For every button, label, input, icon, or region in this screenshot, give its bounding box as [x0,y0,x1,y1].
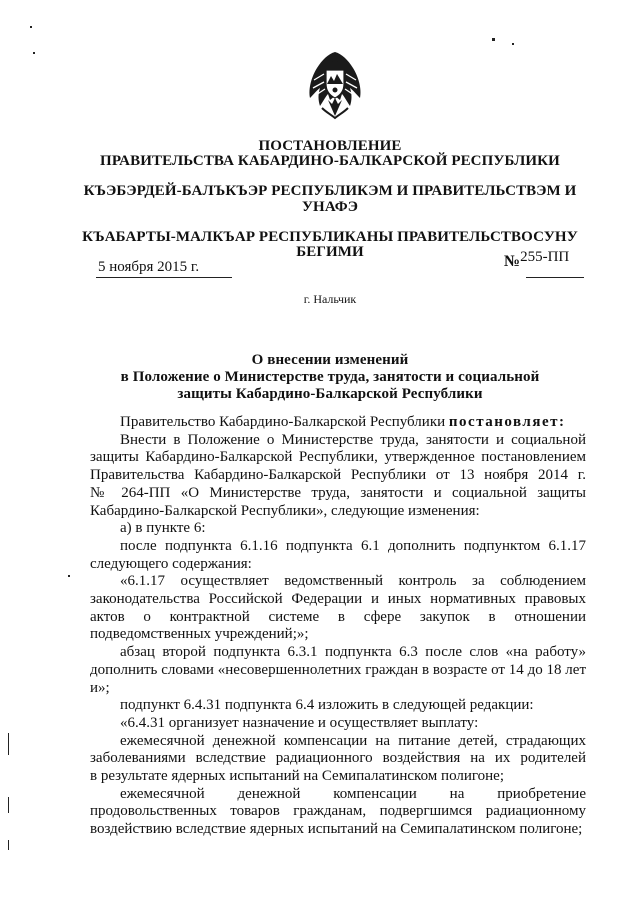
paragraph-9-line-2: продовольственных товаров гражданам, подвергшимся радиационному [90,803,586,820]
kabardian-title-line-2: УНАФЭ [301,199,359,215]
number-sign: № [504,253,521,270]
paragraph-4-line-1: «6.1.17 осуществляет ведомственный контроль за соблюдением [120,573,586,590]
date-underline [96,277,232,278]
paragraph-7: «6.4.31 организует назначение и осуществляет выплату: [120,714,479,731]
scan-edge-mark [8,733,9,755]
paragraph-5-line-2: дополнить словами «несовершеннолетних граждан в возрасте от 14 до 18 лет [90,661,586,678]
scan-edge-mark [8,797,9,813]
paragraph-5-line-3: и»; [90,679,110,696]
balkar-title-line-2: БЕГИМИ [296,244,364,260]
paragraph-3-line-2: следующего содержания: [90,555,252,572]
balkar-title-line-1: КЪАБАРТЫ-МАЛКЪАР РЕСПУБЛИКАНЫ ПРАВИТЕЛЬСТВОСУНУ [82,229,578,245]
paragraph-8-line-2: заболеваниями вследствие радиационного воздействия на их родителей [90,750,586,767]
number-text: 255-ПП [520,249,570,265]
paragraph-1-line-5: Кабардино-Балкарской Республики», следующие изменения: [90,502,480,519]
preamble-text: Правительство Кабардино-Балкарской Республики [120,414,446,430]
scan-speck [33,52,35,54]
paragraph-3-line-1: после подпункта 6.1.16 подпункта 6.1 дополнить подпунктом 6.1.17 [120,537,586,554]
document-date [98,258,232,276]
paragraph-4-line-3: актов о контрактной системе в сфере закупок в отношении [90,608,586,625]
document-body [90,414,586,839]
paragraph-2: а) в пункте 6: [120,520,206,537]
scan-speck [68,575,70,577]
state-emblem-icon [300,38,370,128]
paragraph-5-line-1: абзац второй подпункта 6.3.1 подпункта 6.3 после слов «на работу» [120,644,586,661]
paragraph-1-line-3: Правительства Кабардино-Балкарской Республики от 13 ноября 2014 г. [90,467,586,484]
subject-line-3: защиты Кабардино-Балкарской Республики [177,386,483,402]
scan-edge-mark [8,840,9,850]
decree-word: постановляет: [448,414,566,430]
subject-line-1: О внесении изменений [251,352,409,368]
title-line-2: ПРАВИТЕЛЬСТВА КАБАРДИНО-БАЛКАРСКОЙ РЕСПУБЛИКИ [100,153,560,169]
paragraph-8-line-1: ежемесячной денежной компенсации на питание детей, страдающих [120,732,586,749]
preamble [90,414,586,432]
paragraph-1-line-2: защиты Кабардино-Балкарской Республики, утвержденное постановлением [90,449,586,466]
kabardian-title-line-1: КЪЭБЭРДЕЙ-БАЛЪКЪЭР РЕСПУБЛИКЭМ И ПРАВИТЕЛЬСТВЭМ И [83,183,577,199]
paragraph-4-line-4: подведомственных учреждений;»; [90,626,309,643]
number-underline [526,277,584,278]
scan-speck [512,43,514,45]
paragraph-9-line-3: воздействию вследствие ядерных испытаний на Семипалатинском полигоне; [90,821,583,838]
scan-speck [30,26,32,28]
document-number [504,249,584,271]
scan-speck [492,38,495,41]
paragraph-8-line-3: в результате ядерных испытаний на Семипалатинском полигоне; [90,768,505,785]
date-text: 5 ноября 2015 г. [98,259,200,275]
paragraph-1-line-4: № 264-ПП «О Министерстве труда, занятости и социальной защиты [90,484,586,501]
paragraph-1-line-1: Внести в Положение о Министерстве труда, занятости и социальной [120,431,586,448]
title-line-1: ПОСТАНОВЛЕНИЕ [258,138,402,154]
paragraph-4-line-2: законодательства Российской Федерации и иных нормативных правовых [90,591,586,608]
subject-line-2: в Положение о Министерстве труда, занятости и социальной [120,369,540,385]
paragraph-9-line-1: ежемесячной денежной компенсации на приобретение [120,785,586,802]
paragraph-6: подпункт 6.4.31 подпункта 6.4 изложить в следующей редакции: [120,697,534,714]
city-name: г. Нальчик [303,292,357,306]
